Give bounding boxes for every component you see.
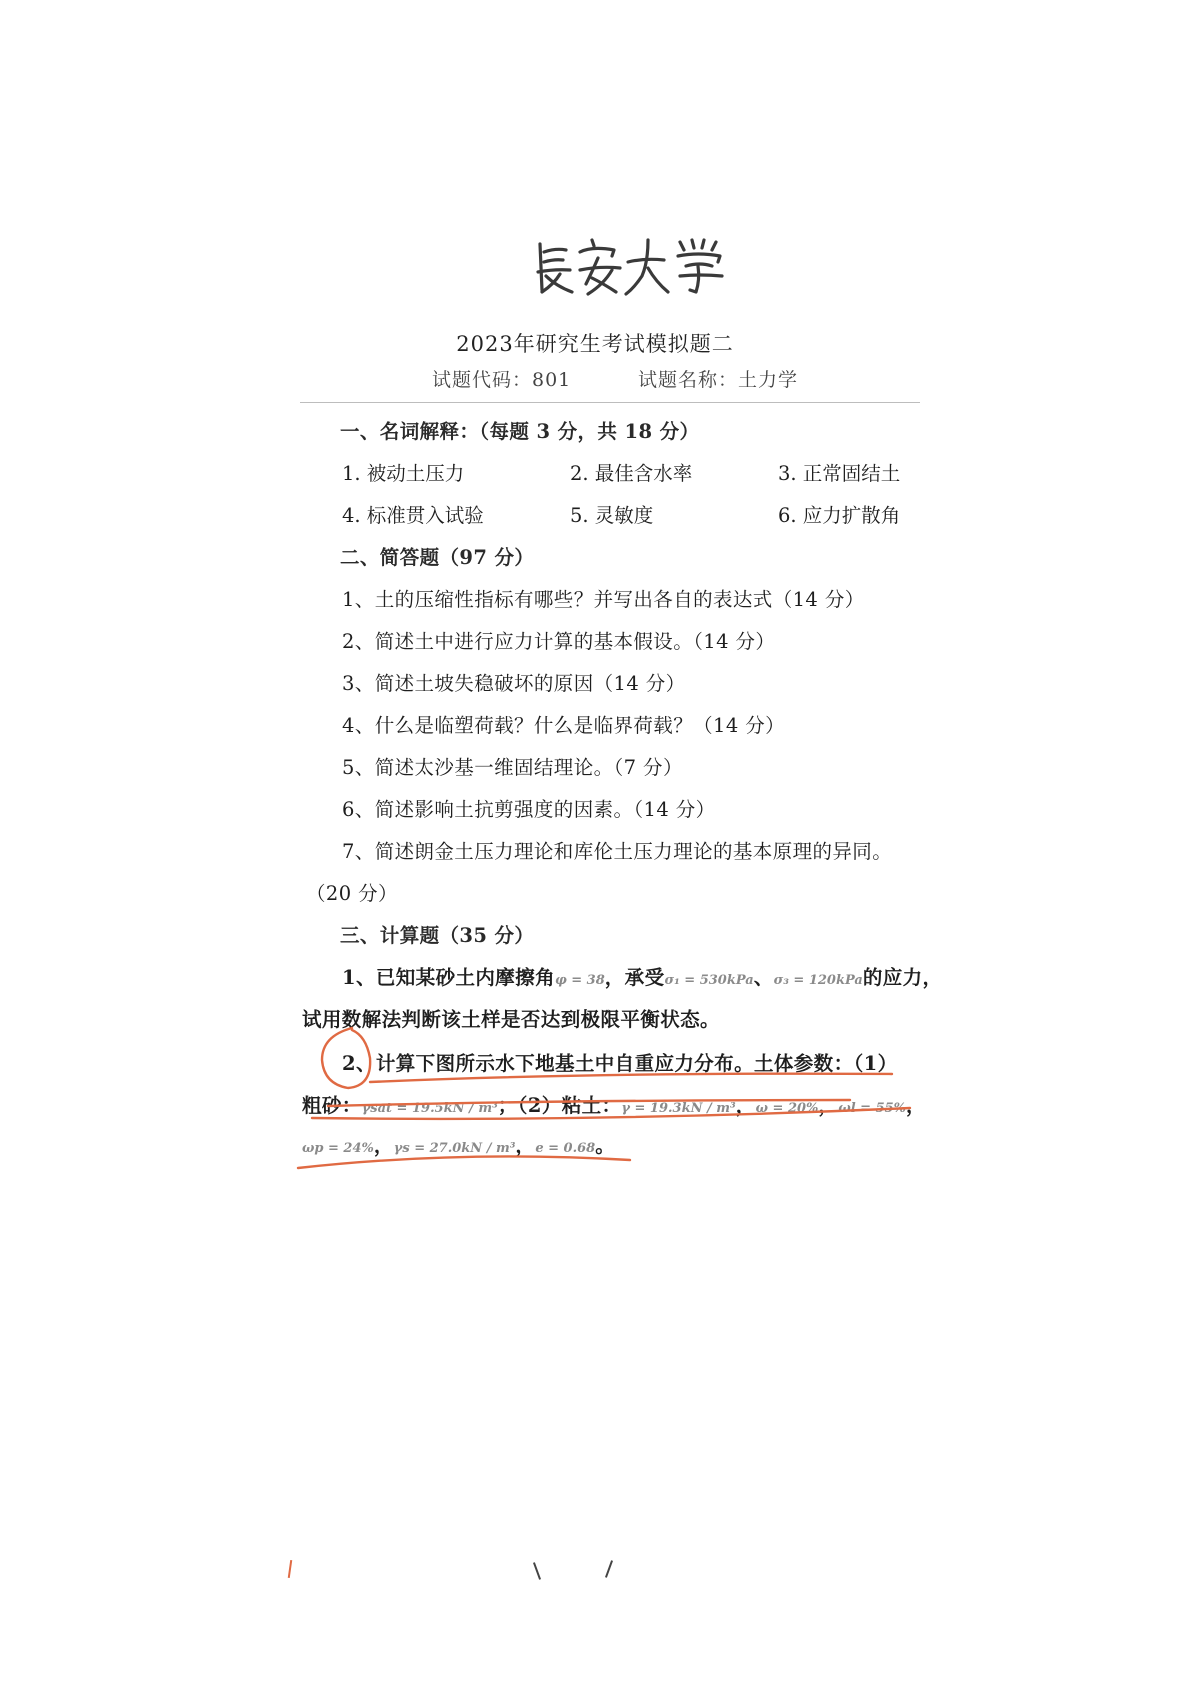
phi-formula: φ = 38 (554, 973, 605, 988)
q1-sep: 、 (753, 966, 774, 989)
question-item-continued: （20 分） (306, 882, 398, 905)
exam-subject: 试题名称：土力学 (638, 369, 799, 391)
question-item: 6、简述影响土抗剪强度的因素。（14 分） (342, 798, 716, 821)
calc-question-2-params-2 (302, 1130, 615, 1158)
q1-text-c: 的应力， (862, 966, 943, 989)
calc-question-2: 2、计算下图所示水下地基土中自重应力分布。土体参数：（1） (342, 1052, 898, 1075)
section-3-heading: 三、计算题（35 分） (340, 924, 535, 947)
question-item: 4、什么是临塑荷载？什么是临界荷载？（14 分） (342, 714, 786, 737)
term-item: 1. 被动土压力 (342, 462, 465, 485)
liquid-limit-formula: ωl = 55% (838, 1101, 907, 1116)
question-item: 2、简述土中进行应力计算的基本假设。（14 分） (342, 630, 776, 653)
underline-mark (298, 1156, 630, 1168)
section-2-heading: 二、简答题（97 分） (340, 546, 535, 569)
calc-question-1-line-2: 试用数解法判断该土样是否达到极限平衡状态。 (302, 1008, 720, 1031)
clay-label: ；（2）粘土： (497, 1094, 622, 1117)
comma: ， (735, 1094, 756, 1117)
question-item: 3、简述土坡失稳破坏的原因（14 分） (342, 672, 686, 695)
section-1-heading: 一、名词解释：（每题 3 分，共 18 分） (340, 420, 700, 443)
comma: ， (818, 1094, 839, 1117)
term-item: 3. 正常固结土 (778, 462, 901, 485)
question-item: 1、土的压缩性指标有哪些？并写出各自的表达式（14 分） (342, 588, 865, 611)
term-item: 6. 应力扩散角 (778, 504, 901, 527)
pen-mark (605, 1560, 613, 1578)
pen-mark (533, 1562, 541, 1580)
plastic-limit-formula: ωp = 24% (302, 1141, 374, 1156)
coarse-sand-label: 粗砂： (302, 1094, 362, 1117)
comma: ， (373, 1134, 394, 1157)
exam-title: 2023年研究生考试模拟题二 (456, 332, 734, 356)
gamma-formula: γ = 19.3kN / m³ (621, 1101, 736, 1116)
gamma-s-formula: γs = 27.0kN / m³ (393, 1141, 516, 1156)
term-item: 4. 标准贯入试验 (342, 504, 484, 527)
question-item: 7、简述朗金土压力理论和库伦土压力理论的基本原理的异同。 (342, 840, 893, 863)
calc-question-1 (342, 962, 942, 990)
void-ratio-formula: e = 0.68 (535, 1141, 596, 1156)
question-item: 5、简述太沙基一维固结理论。（7 分） (342, 756, 683, 779)
q1-text-b: ，承受 (604, 966, 665, 989)
term-item: 5. 灵敏度 (570, 504, 654, 527)
water-content-formula: ω = 20% (755, 1101, 819, 1116)
sigma3-formula: σ₃ = 120kPa (773, 973, 863, 988)
university-logo (530, 232, 730, 302)
period: 。 (595, 1134, 616, 1157)
comma: ， (515, 1134, 536, 1157)
sigma1-formula: σ₁ = 530kPa (664, 973, 754, 988)
comma: ， (906, 1094, 926, 1117)
term-item: 2. 最佳含水率 (570, 462, 693, 485)
exam-code: 试题代码：801 (432, 369, 572, 391)
gamma-sat-formula: γsat = 19.5kN / m³ (361, 1101, 498, 1116)
header-divider (300, 402, 920, 403)
q1-text-a: 1、已知某砂土内摩擦角 (342, 966, 555, 989)
calc-question-2-params (302, 1090, 926, 1118)
pen-mark (288, 1560, 292, 1578)
